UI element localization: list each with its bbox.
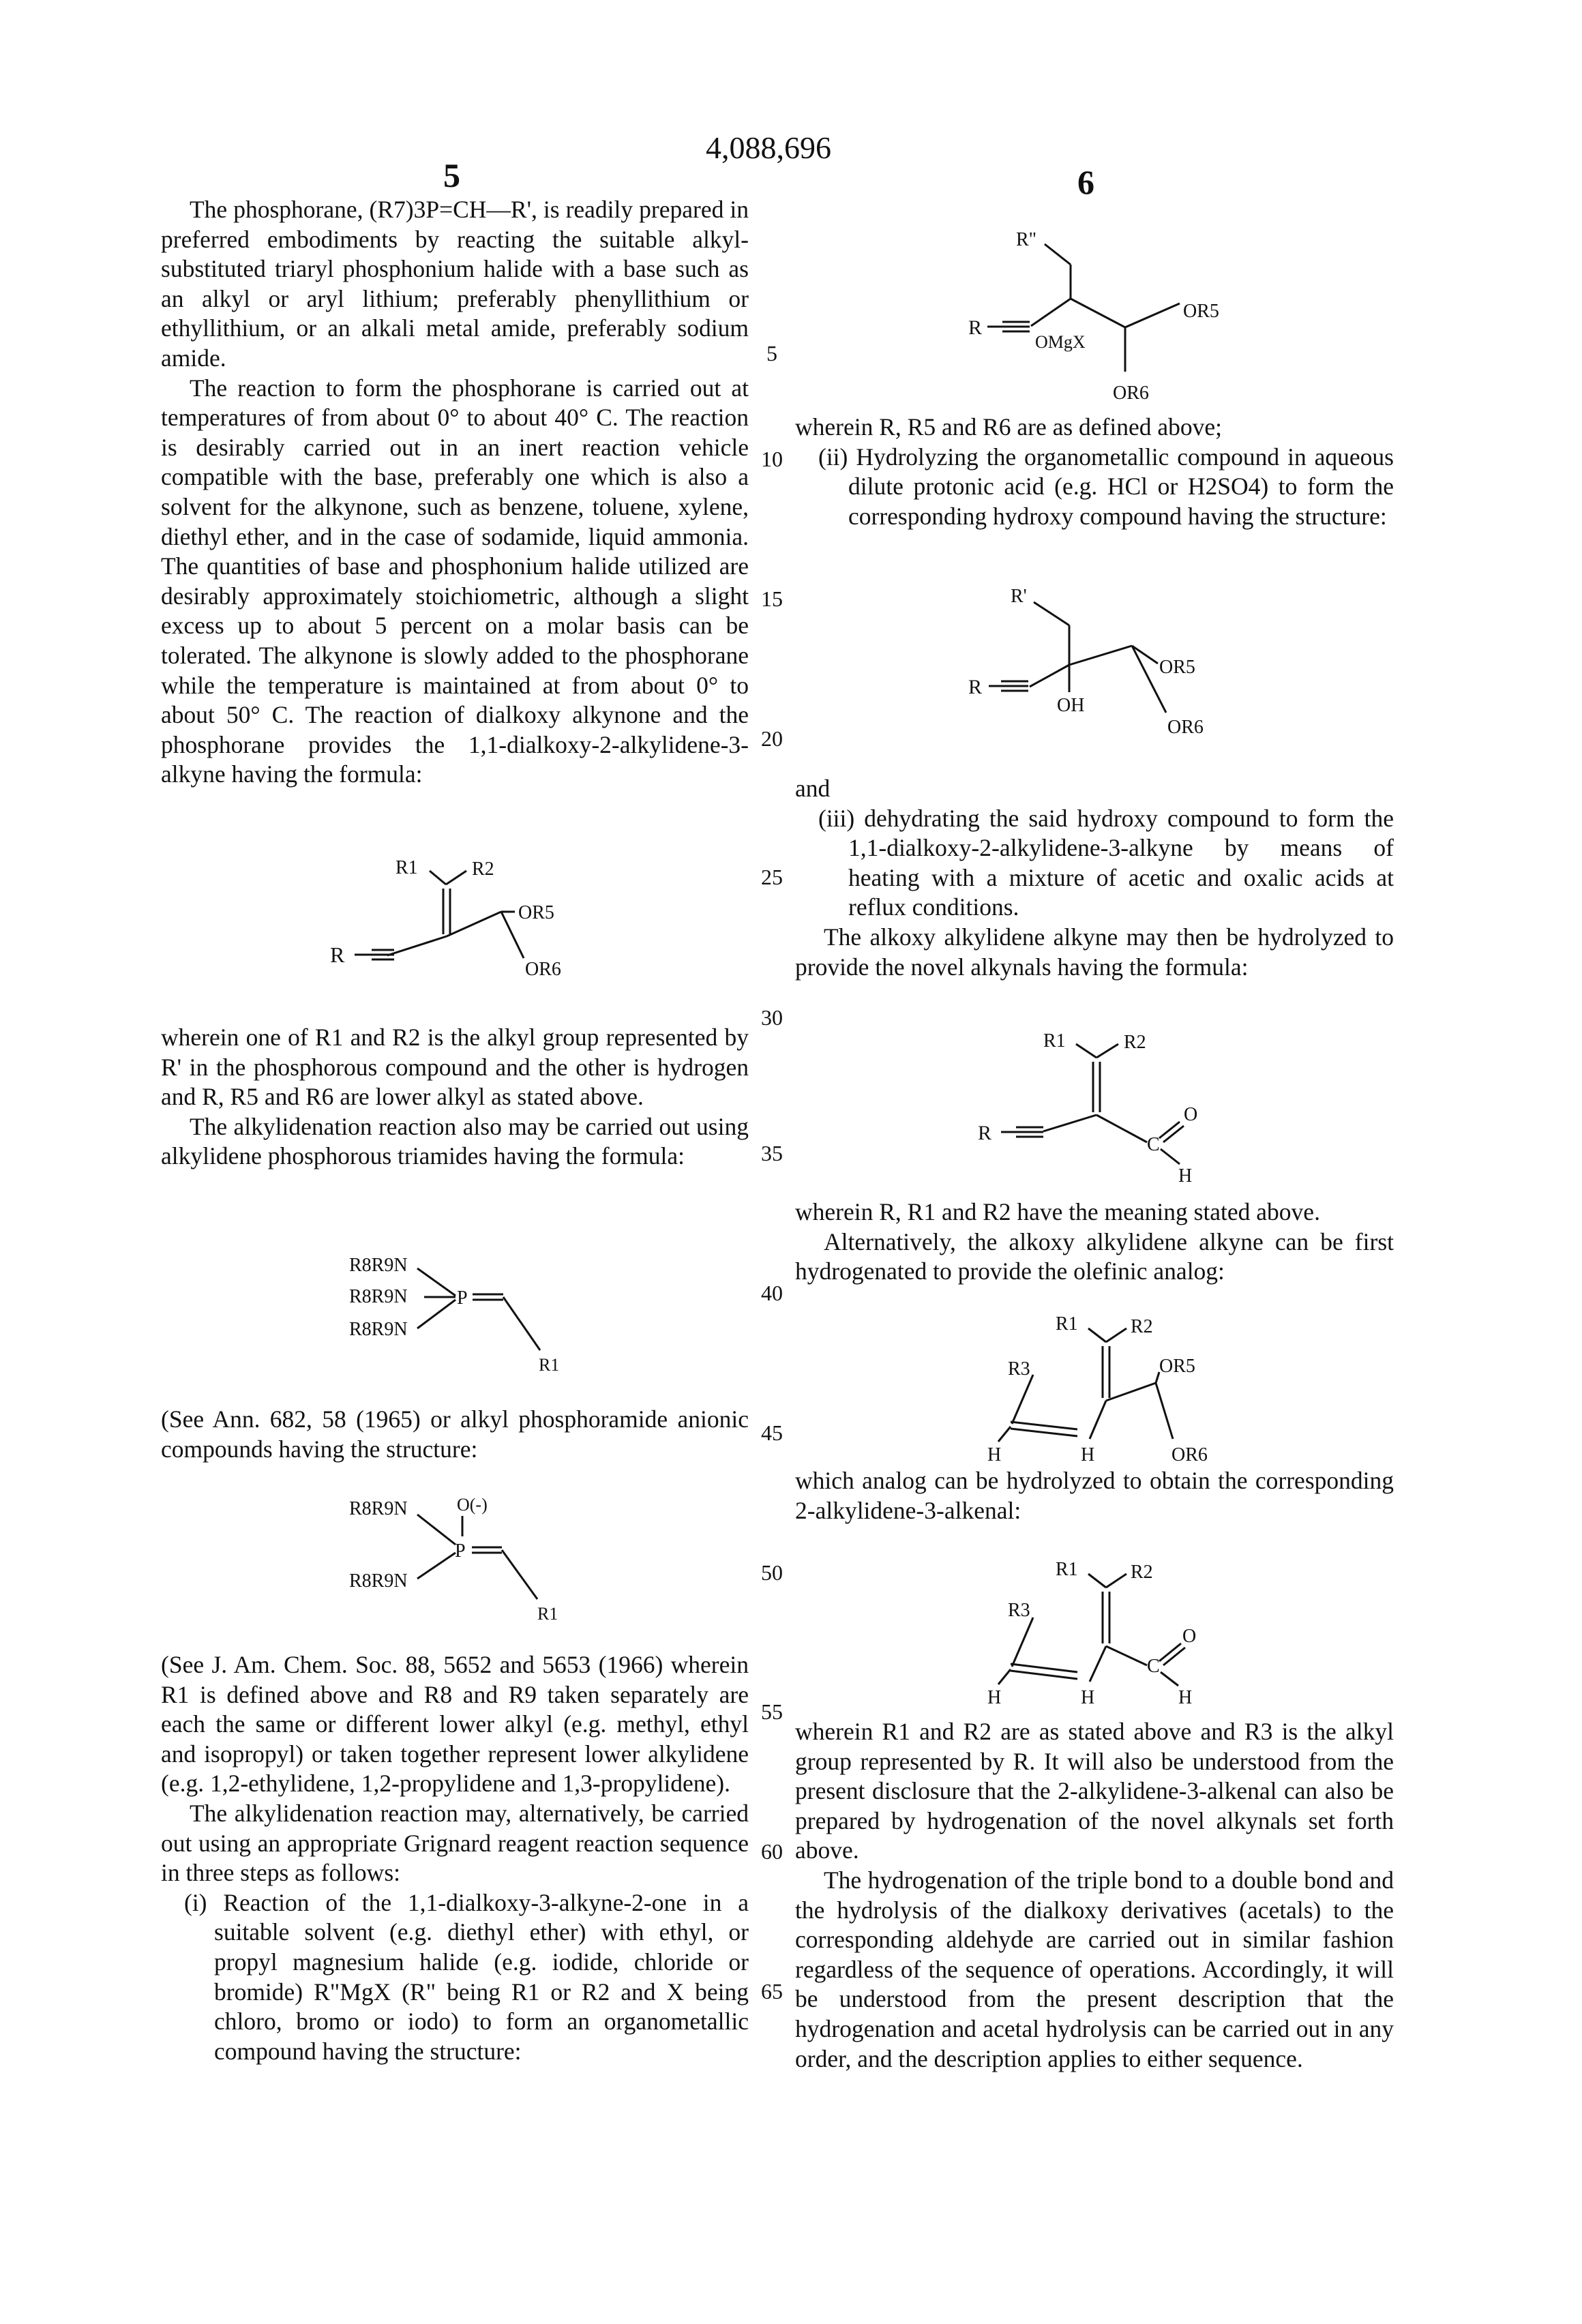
structure-label: OR6: [1113, 383, 1149, 404]
right-column-a: [795, 413, 1394, 531]
paragraph: which analog can be hydrolyzed to obtain the corresponding 2-alkylidene-3-alkenal:: [795, 1466, 1394, 1525]
structure-alkenal: [968, 1555, 1268, 1715]
structure-label: H: [987, 1444, 1001, 1465]
structure-label: R: [968, 676, 982, 698]
structure-label: OR5: [1183, 301, 1219, 322]
structure-label: R2: [1131, 1316, 1153, 1337]
paragraph: The hydrogenation of the triple bond to a double bond and the hydrolysis of the dialkoxy derivatives (acetals) to the corresponding aldehyde are carried out in similar fashion regardless of the sequence of operations. Accordingly, it will be understood from the present description that the hydrogenation and acetal hydrolysis can be carried out in any order, and the description applies to either sequence.: [795, 1866, 1394, 2074]
list-item: (i) Reaction of the 1,1-dialkoxy-3-alkyne-2-one in a suitable solvent (e.g. diethyl ether) with ethyl, or propyl magnesium halide (e.g. iodide, chloride or bromide) R"MgX (R" being R1 or R2 and X being chloro, bromo or iodo) to form an organometallic compound having the structure:: [161, 1888, 749, 2067]
paragraph: wherein R, R5 and R6 are as defined above;: [795, 413, 1394, 443]
structure-label: R8R9N: [349, 1286, 408, 1307]
left-page-number: 5: [443, 155, 460, 195]
structure-label: H: [1081, 1444, 1094, 1465]
list-item: (iii) dehydrating the said hydroxy compound to form the 1,1-dialkoxy-2-alkylidene-3-alkyne by means of heating with a mixture of acetic and oxalic acids at reflux conditions.: [795, 804, 1394, 923]
structure-label: OR6: [1171, 1444, 1208, 1465]
structure-label: R: [978, 1122, 991, 1144]
structure-label: R1: [537, 1604, 558, 1624]
structure-organometallic: [968, 225, 1255, 409]
structure-label: OH: [1057, 695, 1084, 716]
structure-hydroxy-compound: [968, 583, 1255, 754]
line-number: 30: [761, 1005, 783, 1030]
right-column-b: [795, 774, 1394, 982]
structure-olefinic-analog: [968, 1309, 1268, 1476]
line-number: 5: [766, 341, 777, 366]
line-number: 55: [761, 1699, 783, 1725]
paragraph: wherein R, R1 and R2 have the meaning stated above.: [795, 1197, 1394, 1227]
structure-label: H: [1081, 1687, 1094, 1708]
paragraph: wherein R1 and R2 are as stated above and R3 is the alkyl group represented by R. It will also be understood from the present disclosure that the 2-alkylidene-3-alkenal can also be prepared by hydrogenation of the novel alkynals set forth above.: [795, 1717, 1394, 1866]
structure-label: O: [1182, 1626, 1196, 1647]
paragraph: wherein one of R1 and R2 is the alkyl group represented by R' in the phosphorous compound and the other is hydrogen and R, R5 and R6 are lower alkyl as stated above.: [161, 1023, 749, 1112]
structure-phosphoramide-anion: [348, 1490, 580, 1626]
structure-label: R1: [1056, 1313, 1078, 1335]
left-column-b: [161, 1023, 749, 1172]
structure-label: OR5: [1159, 1356, 1195, 1377]
structure-label: R2: [1131, 1562, 1153, 1583]
structure-dialkoxy-alkylidene-alkyne: [327, 856, 600, 1009]
paragraph: (See J. Am. Chem. Soc. 88, 5652 and 5653 (1966) wherein R1 is defined above and R8 and R9 taken separately are each the same or different lower alkyl (e.g. methyl, ethyl and isopropyl) or taken together represent lower alkylidene (e.g. 1,2-ethylidene, 1,2-propylidene and 1,3-propylidene).: [161, 1650, 749, 1799]
structure-label: R1: [1056, 1559, 1078, 1580]
structure-label: R': [1011, 586, 1027, 607]
structure-label: OR5: [518, 902, 554, 923]
structure-label: OR6: [1167, 717, 1204, 738]
line-number: 60: [761, 1839, 783, 1864]
line-number: 35: [761, 1141, 783, 1166]
line-number: 45: [761, 1420, 783, 1446]
structure-alkynal: [975, 1026, 1248, 1190]
line-number: 25: [761, 865, 783, 890]
structure-label: H: [1178, 1687, 1192, 1708]
structure-label: R3: [1008, 1358, 1030, 1380]
structure-label: C: [1147, 1134, 1160, 1155]
right-column-c: [795, 1197, 1394, 1287]
structure-label: OR6: [525, 959, 561, 980]
structure-label: R1: [395, 857, 418, 878]
structure-phosphorous-triamide: [348, 1248, 580, 1384]
structure-label: C: [1147, 1656, 1160, 1677]
structure-label: H: [987, 1687, 1001, 1708]
paragraph: (See Ann. 682, 58 (1965) or alkyl phosphoramide anionic compounds having the structure:: [161, 1405, 749, 1464]
structure-label: P: [457, 1287, 468, 1309]
paragraph: The phosphorane, (R7)3P=CH—R', is readily prepared in preferred embodiments by reacting the suitable alkyl-substituted triaryl phosphonium halide with a base such as an alkyl or aryl lithium; preferably phenyllithium or ethyllithium, or an alkali metal amide, preferably sodium amide.: [161, 195, 749, 374]
list-item: (ii) Hydrolyzing the organometallic compound in aqueous dilute protonic acid (e.g. HCl or H2SO4) to form the corresponding hydroxy compound having the structure:: [795, 443, 1394, 532]
structure-label: R8R9N: [349, 1498, 408, 1519]
structure-label: R2: [1124, 1032, 1146, 1053]
structure-label: R: [330, 942, 345, 967]
structure-label: R8R9N: [349, 1319, 408, 1340]
patent-number: 4,088,696: [706, 130, 831, 166]
structure-label: O: [1184, 1104, 1197, 1125]
structure-label: OR5: [1159, 657, 1195, 678]
structure-label: H: [1178, 1165, 1192, 1187]
left-column-a: [161, 195, 749, 790]
structure-label: R": [1016, 229, 1036, 250]
structure-label: R: [968, 316, 982, 339]
structure-label: R2: [472, 859, 494, 880]
line-number: 15: [761, 586, 783, 612]
paragraph: The alkylidenation reaction may, alternatively, be carried out using an appropriate Grignard reagent reaction sequence in three steps as follows:: [161, 1799, 749, 1888]
structure-label: R1: [1043, 1030, 1066, 1052]
paragraph: The alkoxy alkylidene alkyne may then be hydrolyzed to provide the novel alkynals having the formula:: [795, 923, 1394, 982]
structure-label: R1: [539, 1355, 559, 1375]
paragraph: Alternatively, the alkoxy alkylidene alkyne can be first hydrogenated to provide the olefinic analog:: [795, 1227, 1394, 1287]
left-column-c: [161, 1405, 749, 1464]
structure-label: O(-): [457, 1495, 488, 1515]
paragraph: and: [795, 774, 1394, 804]
paragraph: The reaction to form the phosphorane is carried out at temperatures of from about 0° to about 40° C. The reaction is desirably carried out in an inert reaction vehicle compatible with the base, preferably one which is also a solvent for the alkynone, such as benzene, toluene, xylene, diethyl ether, and in the case of sodamide, liquid ammonia. The quantities of base and phosphonium halide utilized are desirably approximately stoichiometric, although a slight excess up to about 5 percent on a molar basis can be tolerated. The alkynone is slowly added to the phosphorane while the temperature is maintained at from about 0° to about 50° C. The reaction of dialkoxy alkynone and the phosphorane provides the 1,1-dialkoxy-2-alkylidene-3-alkyne having the formula:: [161, 374, 749, 790]
structure-label: OMgX: [1035, 332, 1086, 352]
paragraph: The alkylidenation reaction also may be carried out using alkylidene phosphorous triamides having the formula:: [161, 1112, 749, 1172]
right-column-e: [795, 1717, 1394, 2074]
structure-label: R8R9N: [349, 1570, 408, 1592]
line-number: 65: [761, 1979, 783, 2004]
left-column-d: [161, 1650, 749, 2066]
line-number: 40: [761, 1281, 783, 1306]
structure-label: R8R9N: [349, 1255, 408, 1276]
line-number: 20: [761, 726, 783, 751]
structure-label: P: [455, 1540, 466, 1562]
right-page-number: 6: [1077, 162, 1094, 202]
structure-label: R3: [1008, 1600, 1030, 1621]
line-number: 50: [761, 1560, 783, 1585]
line-number: 10: [761, 447, 783, 472]
